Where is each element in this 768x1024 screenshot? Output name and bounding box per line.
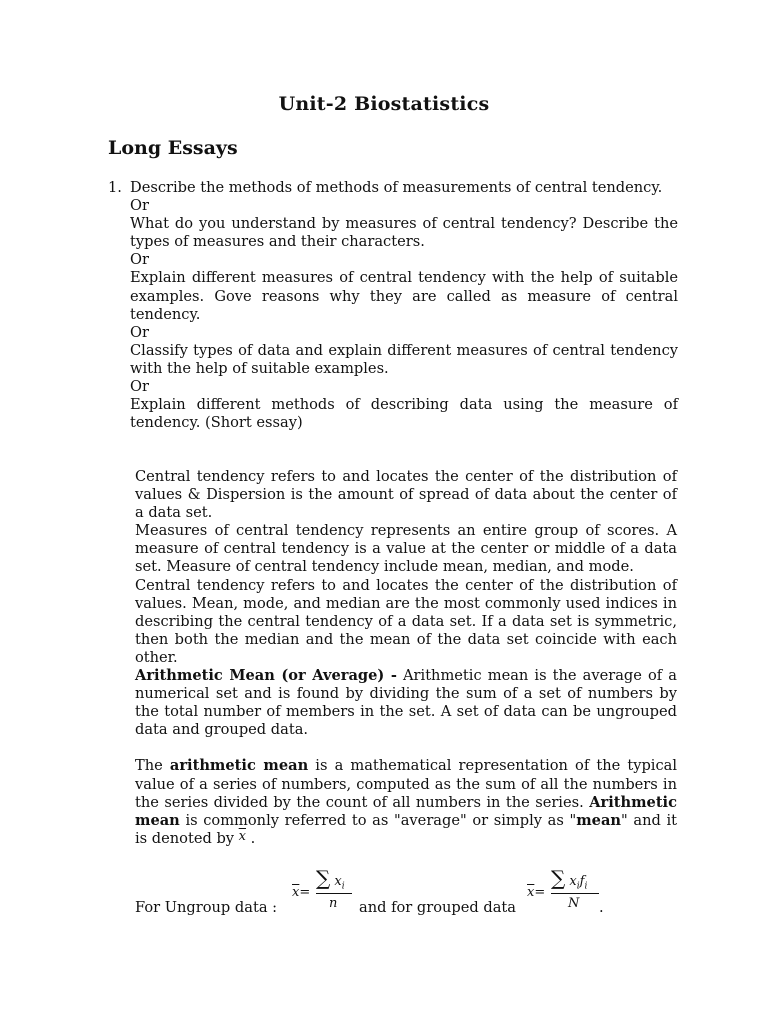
- paragraph-text: " and it is denoted by: [135, 811, 678, 847]
- formula-mean-symbol: $\overline{x}$: [292, 885, 300, 900]
- formula-denominator: n: [329, 896, 338, 911]
- numerator-sub: i: [576, 881, 580, 892]
- bold-term: Arithmetic Mean (or Average) -: [135, 667, 397, 685]
- answer-paragraph: Central tendency refers to and locates the center of the distribution of values & Dispersion is the amount of spread of data about the center of a data set.: [135, 468, 677, 522]
- paragraph-text: is a mathematical representation of the typical value of a series of numbers, computed as the sum of all the numbers in the series divided by the count of all numbers in the series.: [135, 757, 677, 811]
- question-part: What do you understand by measures of central tendency? Describe the types of measures and their characters.: [130, 215, 678, 251]
- answer-paragraph-definition: [135, 757, 677, 848]
- bold-term: mean: [576, 811, 622, 829]
- paragraph-text: is commonly referred to as "average" or simply as ": [179, 811, 577, 829]
- answer-paragraph: Measures of central tendency represents an entire group of scores. A measure of central tendency is a value at the center or middle of a data set. Measure of central tendency include mean, median, and mode.: [135, 522, 677, 576]
- sigma-symbol: ∑: [316, 866, 331, 890]
- answer-body: [135, 468, 677, 849]
- grouped-label: and for grouped data: [359, 899, 516, 916]
- bold-term: Arithmetic mean: [135, 793, 677, 829]
- numerator-var: x: [334, 874, 342, 889]
- numerator-var: f: [579, 874, 585, 889]
- numerator-sub: i: [584, 881, 588, 892]
- fraction-bar: [551, 893, 599, 894]
- answer-paragraph: Central tendency refers to and locates the center of the distribution of values. Mean, mode, and median are the most commonly used indices in describing the central tendency of a data set. If a data set is symmetric, then both the median and the mean of the data set coincide with each other.: [135, 576, 677, 666]
- formula-equals: =: [299, 885, 311, 900]
- formula-lhs: [527, 885, 545, 900]
- question-part: Describe the methods of methods of measurements of central tendency.: [130, 179, 663, 196]
- question-part: Explain different methods of describing data using the measure of tendency. (Short essay): [130, 396, 678, 432]
- formula-row: [135, 866, 677, 916]
- question-or: Or: [130, 323, 149, 341]
- answer-paragraph-arithmetic-mean: [135, 667, 677, 739]
- fraction-bar: [316, 893, 352, 894]
- question-or: Or: [130, 251, 149, 269]
- formula-numerator: [551, 866, 587, 892]
- ungroup-label: For Ungroup data :: [135, 899, 278, 916]
- formula-numerator: [316, 866, 345, 892]
- mean-symbol: $\overline{x}$: [238, 828, 247, 844]
- page-title: Unit-2 Biostatistics: [278, 93, 490, 115]
- section-heading: Long Essays: [108, 137, 238, 159]
- question-or: Or: [130, 378, 149, 396]
- question-body: [130, 179, 678, 432]
- paragraph-text: The: [135, 757, 170, 775]
- numerator-sub: i: [341, 881, 345, 892]
- formula-denominator: N: [568, 896, 580, 911]
- sigma-symbol: ∑: [551, 866, 566, 890]
- bold-term: arithmetic mean: [169, 757, 309, 775]
- question-or: Or: [130, 197, 149, 215]
- numerator-var: x: [569, 874, 577, 889]
- formula-end-period: .: [599, 899, 604, 916]
- question-part: Classify types of data and explain different measures of central tendency with the help of suitable examples.: [130, 341, 678, 377]
- question-list-item: [108, 179, 678, 432]
- paragraph-text: Arithmetic mean is the average of a numerical set and is found by dividing the sum of a set of numbers by the total number of members in the set. A set of data can be ungrouped data and grouped data.: [135, 667, 677, 739]
- formula-equals: =: [534, 885, 546, 900]
- formula-lhs: [292, 885, 310, 900]
- question-number: 1.: [108, 179, 122, 196]
- question-part: Explain different measures of central tendency with the help of suitable examples. Gove reasons why they are called as measure of central tendency.: [130, 269, 678, 323]
- paragraph-text: .: [250, 829, 256, 847]
- formula-mean-symbol: $\overline{x}$: [527, 885, 535, 900]
